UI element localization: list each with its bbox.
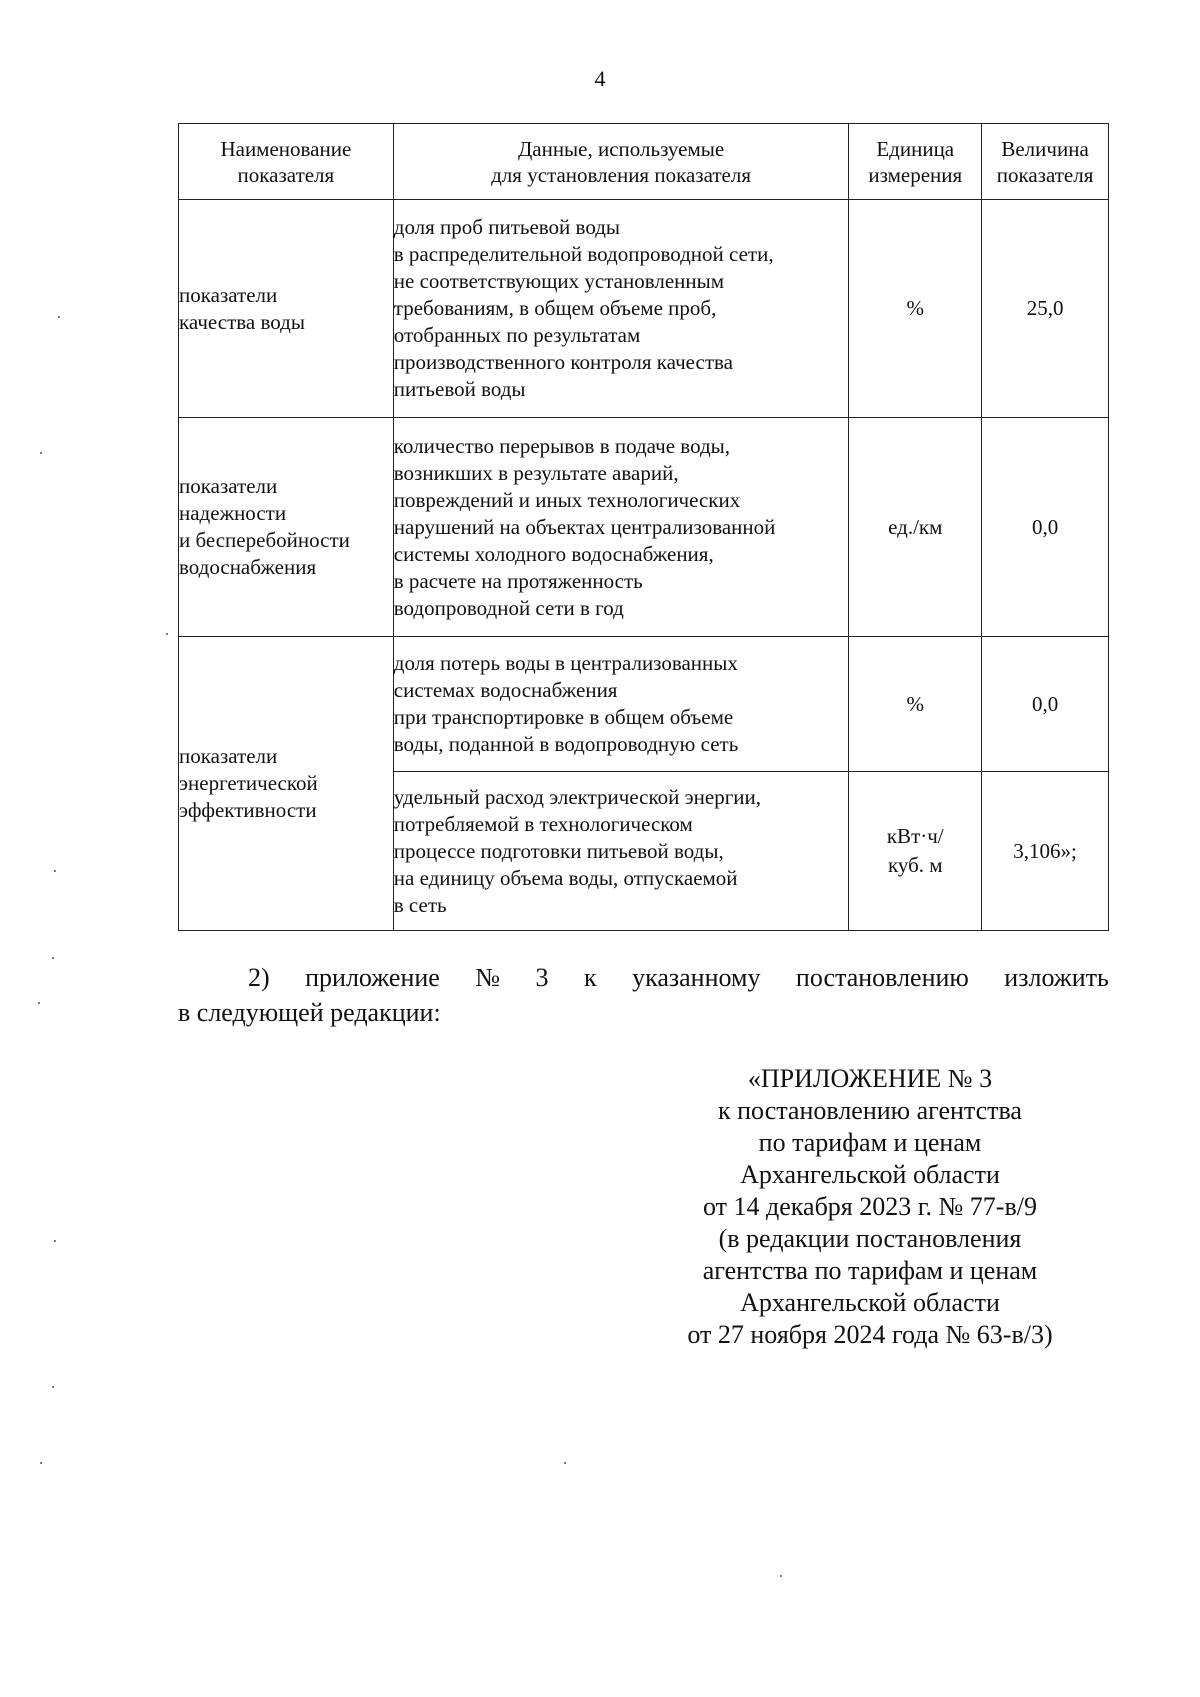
appendix-line: от 27 ноября 2024 года № 63-в/3) [687,1320,1053,1349]
scan-speck [52,957,54,959]
appendix-line: (в редакции постановления [718,1224,1022,1253]
scan-speck [52,1386,54,1388]
cell-text: повреждений и иных технологических [393,487,741,512]
table-row [179,200,1109,418]
appendix-line: агентства по тарифам и ценам [702,1256,1038,1285]
cell-text: показатели [179,474,278,498]
appendix-line: к постановлению агентства [718,1096,1022,1125]
paragraph-word: № [475,963,501,992]
appendix-line: Архангельской области [740,1288,1000,1317]
appendix-line: Архангельской области [740,1160,1000,1189]
table-header-row [179,124,1109,200]
indicators-table [178,123,1109,931]
scan-speck [780,1575,782,1577]
data-used-cell [393,418,849,637]
cell-text: показатели [179,744,278,768]
cell-text: и бесперебойности [179,528,350,552]
header-value [982,124,1109,200]
table-row [179,637,1109,772]
appendix-line: по тарифам и ценам [758,1128,982,1157]
scan-speck [58,316,60,318]
page-number: 4 [594,66,606,91]
cell-text: водопроводной сети в год [393,595,624,620]
cell-text: системах водоснабжения [393,678,618,702]
data-used-cell [393,772,849,931]
cell-text: возникших в результате аварий, [393,460,679,485]
appendix-title: «ПРИЛОЖЕНИЕ № 3 [747,1064,993,1093]
cell-text: водоснабжения [179,555,317,579]
cell-text: надежности [179,501,287,525]
scan-speck [54,1240,56,1242]
value-cell: 25,0 [982,200,1109,418]
unit-cell [849,637,982,772]
amendment-paragraph [178,960,1109,1030]
data-used-cell [393,200,849,418]
scan-speck [564,1462,566,1464]
header-text: показателя [996,162,1094,187]
cell-text: удельный расход электрической энергии, [393,784,762,809]
cell-text: в сеть [393,892,447,917]
paragraph-word: к [583,963,597,992]
unit-cell [849,418,982,637]
cell-text: отобранных по результатам [393,323,641,347]
header-text: измерения [868,162,963,187]
paragraph-word: изложить [1004,963,1109,992]
paragraph-word: 2) [248,963,270,992]
scan-speck [38,1002,40,1004]
header-text: Единица [876,136,955,161]
paragraph-word: указанному [632,963,761,992]
value-cell: 0,0 [982,637,1109,772]
cell-text: не соответствующих установленным [393,269,725,293]
header-indicator-name [179,124,394,200]
header-text: Наименование [220,136,352,161]
paragraph-line [178,960,1109,995]
cell-text: производственного контроля качества [393,350,733,374]
value-cell: 3,106»; [982,772,1109,931]
cell-text: доля проб питьевой воды [393,215,621,239]
data-used-cell [393,637,849,772]
unit-cell [849,200,982,418]
header-text: Величина [1001,136,1089,161]
indicator-name-cell [179,200,394,418]
cell-text: воды, поданной в водопроводную сеть [393,732,739,756]
cell-text: потребляемой в технологическом [393,811,693,836]
appendix-line: от 14 декабря 2023 г. № 77-в/9 [703,1192,1037,1221]
cell-text: ед./км [888,514,943,539]
paragraph-word: 3 [535,963,549,992]
cell-text: при транспортировке в общем объеме [393,705,734,729]
cell-text: энергетической [179,771,318,795]
cell-text: эффективности [179,798,317,822]
header-data-used [393,124,849,200]
header-text: Данные, используемые [517,136,725,161]
scan-speck [40,1462,42,1464]
cell-text: качества воды [179,309,305,334]
cell-text: в расчете на протяженность [393,568,643,593]
cell-text: количество перерывов в подаче воды, [393,433,731,458]
appendix-heading [640,1063,1100,1351]
indicator-name-cell [179,637,394,931]
cell-text: процессе подготовки питьевой воды, [393,838,724,863]
table-row [179,418,1109,637]
cell-text: нарушений на объектах централизованной [393,514,776,539]
value-cell: 0,0 [982,418,1109,637]
cell-text: доля потерь воды в централизованных [393,651,738,675]
header-text: для установления показателя [491,162,751,187]
header-unit [849,124,982,200]
cell-text: питьевой воды [393,377,526,401]
cell-text: на единицу объема воды, отпускаемой [393,865,738,890]
scan-speck [54,870,56,872]
paragraph-line: в следующей редакции: [178,998,441,1027]
indicator-name-cell [179,418,394,637]
paragraph-word: постановлению [795,963,969,992]
cell-text: куб. м [887,853,943,877]
cell-text: % [906,691,924,716]
cell-text: в распределительной водопроводной сети, [393,242,774,266]
cell-text: % [906,296,924,320]
cell-text: кВт·ч/ [886,824,944,848]
paragraph-word: приложение [305,963,440,992]
cell-text: показатели [179,282,278,307]
scan-speck [40,452,42,454]
unit-cell [849,772,982,931]
cell-text: требованиям, в общем объеме проб, [393,296,717,320]
cell-text: системы холодного водоснабжения, [393,541,714,566]
header-text: показателя [237,162,335,187]
scan-speck [166,633,168,635]
